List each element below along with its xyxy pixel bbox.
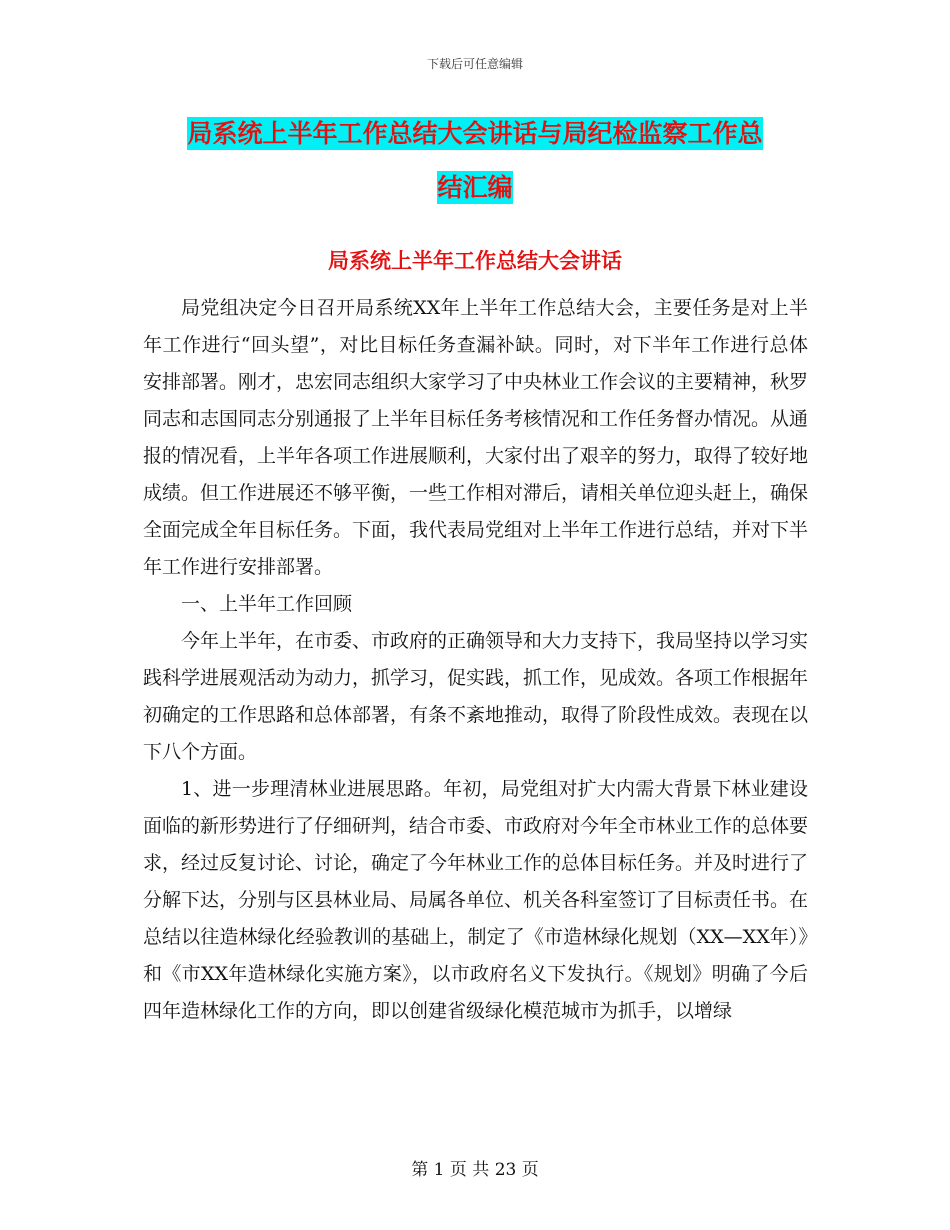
paragraph-intro: 局党组决定今日召开局系统XX年上半年工作总结大会，主要任务是对上半年工作进行“回头望”，对比目标任务查漏补缺。同时，对下半年工作进行总体安排部署。刚才，忠宏同志组织大家学习了中央林业工作会议的主要精神，秋罗同志和志国同志分别通报了上半年目标任务考核情况和工作任务督办情况。从通报的情况看，上半年各项工作进展顺利，大家付出了艰辛的努力，取得了较好地成绩。但工作进展还不够平衡，一些工作相对滞后，请相关单位迎头赶上，确保全面完成全年目标任务。下面，我代表局党组对上半年工作进行总结，并对下半年工作进行安排部署。 — [143, 297, 809, 578]
page-header-note: 下载后可任意编辑 — [426, 57, 523, 71]
document-title-line-1: 局系统上半年工作总结大会讲话与局纪检监察工作总 — [187, 119, 763, 148]
document-title — [150, 107, 800, 215]
paragraph-item-1: 1、进一步理清林业进展思路。年初，局党组对扩大内需大背景下林业建设面临的新形势进行了仔细研判，结合市委、市政府对今年全市林业工作的总体要求，经过反复讨论、讨论，确定了今年林业工作的总体目标任务。并及时进行了分解下达，分别与区县林业局、局属各单位、机关各科室签订了目标责任书。在总结以往造林绿化经验教训的基础上，制定了《市造林绿化规划（XX—XX年）》和《市XX年造林绿化实施方案》，以市政府名义下发执行。《规划》明确了今后四年造林绿化工作的方向，即以创建省级绿化模范城市为抓手，以增绿 — [143, 778, 809, 1022]
paragraph-first-half-summary: 今年上半年，在市委、市政府的正确领导和大力支持下，我局坚持以学习实践科学进展观活动为动力，抓学习，促实践，抓工作，见成效。各项工作根据年初确定的工作思路和总体部署，有条不紊地推动，取得了阶段性成效。表现在以下八个方面。 — [143, 630, 809, 763]
page-number-footer: 第 1 页 共 23 页 — [411, 1160, 539, 1180]
document-body — [143, 290, 808, 1030]
section-title: 局系统上半年工作总结大会讲话 — [328, 249, 622, 273]
document-title-line-2: 结汇编 — [437, 173, 513, 202]
paragraph-heading-review: 一、上半年工作回顾 — [181, 593, 353, 615]
